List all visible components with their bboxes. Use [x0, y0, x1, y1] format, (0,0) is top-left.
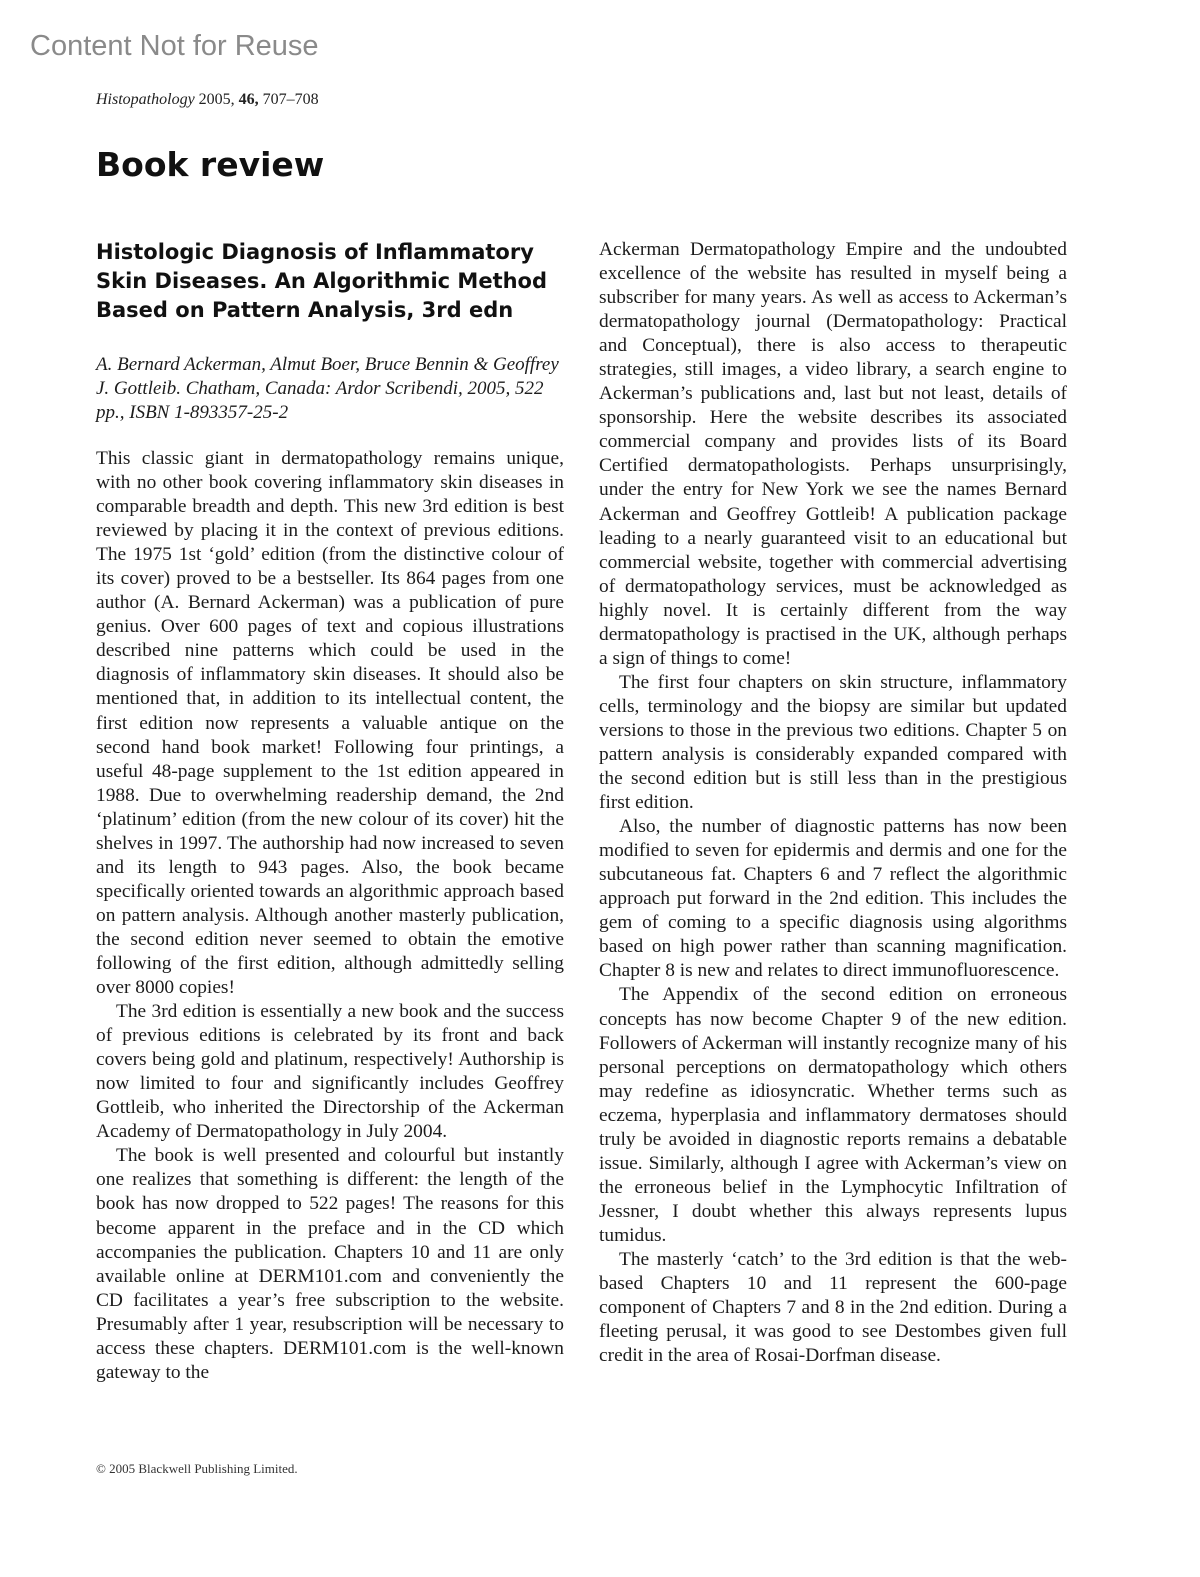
copyright-footer: © 2005 Blackwell Publishing Limited. — [96, 1461, 298, 1476]
paragraph: The masterly ‘catch’ to the 3rd edition is that the web-based Chapters 10 and 11 represent the 600-page component of Chapters 7 and 8 in the 2nd edition. During a fleeting perusal, it was good to see Destombes given full credit in the area of Rosai-Dorfman disease. — [599, 1248, 1067, 1367]
paragraph: The book is well presented and colourful but instantly one realizes that something is different: the length of the book has now dropped to 522 pages! The reasons for this become apparent in the preface and in the CD which accompanies the publication. Chapters 10 and 11 are only available online at DERM101.com and conveniently the CD facilitates a year’s free subscription to the website. Presumably after 1 year, resubscription will be necessary to access these chapters. DERM101.com is the well-known gateway to the — [96, 1145, 564, 1383]
journal-volume: 46, — [238, 91, 259, 108]
paragraph: The Appendix of the second edition on erroneous concepts has now become Chapter 9 of the new edition. Followers of Ackerman will instantly recognize many of his personal perceptions on dermatopathology which others may redefine as idiosyncratic. Whether terms such as eczema, hyperplasia and inflammatory dermatoses should truly be avoided in diagnostic reports remains a debatable issue. Similarly, although I agree with Ackerman’s view on the erroneous belief in the Lymphocytic Infiltration of Jessner, I doubt whether this always represents lupus tumidus. — [599, 984, 1067, 1246]
watermark: Content Not for Reuse — [30, 30, 319, 62]
paragraph: The first four chapters on skin structure, inflammatory cells, terminology and the biopsy are similar but updated versions to those in the previous two editions. Chapter 5 on pattern analysis is considerably expanded compared with the second edition but is still less than in the prestigious first edition. — [599, 671, 1067, 814]
book-title: Histologic Diagnosis of Inflammatory Skin Diseases. An Algorithmic Method Based on Pattern Analysis, 3rd edn — [96, 240, 548, 322]
right-column — [599, 238, 1067, 1368]
left-column — [96, 238, 564, 1385]
paragraph: Ackerman Dermatopathology Empire and the undoubted excellence of the website has resulted in myself being a subscriber for many years. As well as access to Ackerman’s dermatopathology journal (Dermatopathology: Practical and Conceptual), there is also access to therapeutic strategies, still images, a video library, a search engine to Ackerman’s publications and, last but not least, details of sponsorship. Here the website describes its associated commercial company and provides lists of its Board Certified dermatopathologists. Perhaps unsurprisingly, under the entry for New York we see the names Bernard Ackerman and Geoffrey Gottleib! A publication package leading to a nearly guaranteed visit to an educational but commercial website, together with commercial advertising of dermatopathology services, must be acknowledged as highly novel. It is certainly different from the way dermatopathology is practised in the UK, although perhaps a sign of things to come! — [599, 239, 1067, 669]
paragraph: Also, the number of diagnostic patterns has now been modified to seven for epidermis and dermis and one for the subcutaneous fat. Chapters 6 and 7 reflect the algorithmic approach put forward in the 2nd edition. This includes the gem of coming to a specific diagnosis using algorithms based on high power rather than scanning magnification. Chapter 8 is new and relates to direct immunofluorescence. — [599, 816, 1067, 982]
journal-name: Histopathology — [96, 91, 195, 108]
book-meta: A. Bernard Ackerman, Almut Boer, Bruce Bennin & Geoffrey J. Gottleib. Chatham, Canada: Ardor Scribendi, 2005, 522 pp., ISBN 1-893357-25-2 — [96, 354, 559, 423]
paragraph: The 3rd edition is essentially a new book and the success of previous editions is celebrated by its front and back covers being gold and platinum, respectively! Authorship is now limited to four and significantly includes Geoffrey Gottleib, who inherited the Directorship of the Ackerman Academy of Dermatopathology in July 2004. — [96, 1001, 564, 1143]
journal-citation — [96, 91, 319, 109]
journal-year: 2005, — [198, 91, 235, 108]
journal-pages: 707–708 — [262, 91, 319, 108]
paragraph: This classic giant in dermatopathology remains unique, with no other book covering inflammatory skin diseases in comparable breadth and depth. This new 3rd edition is best reviewed by placing it in the context of previous editions. The 1975 1st ‘gold’ edition (from the distinctive colour of its cover) proved to be a bestseller. Its 864 pages from one author (A. Bernard Ackerman) was a publication of pure genius. Over 600 pages of text and copious illustrations described nine patterns which could be used in the diagnosis of inflammatory skin diseases. It should also be mentioned that, in addition to its intellectual content, the first edition now represents a valuable antique on the second hand book market! Following four printings, a useful 48-page supplement to the 1st edition appeared in 1988. Due to overwhelming readership demand, the 2nd ‘platinum’ edition (from the new colour of its cover) hit the shelves in 1997. The authorship had now increased to seven and its length to 943 pages. Also, the book became specifically oriented towards an algorithmic approach based on pattern analysis. Although another masterly publication, the second edition never seemed to obtain the emotive following of the first edition, although admittedly selling over 8000 copies! — [96, 448, 564, 999]
page-heading: Book review — [96, 145, 325, 184]
